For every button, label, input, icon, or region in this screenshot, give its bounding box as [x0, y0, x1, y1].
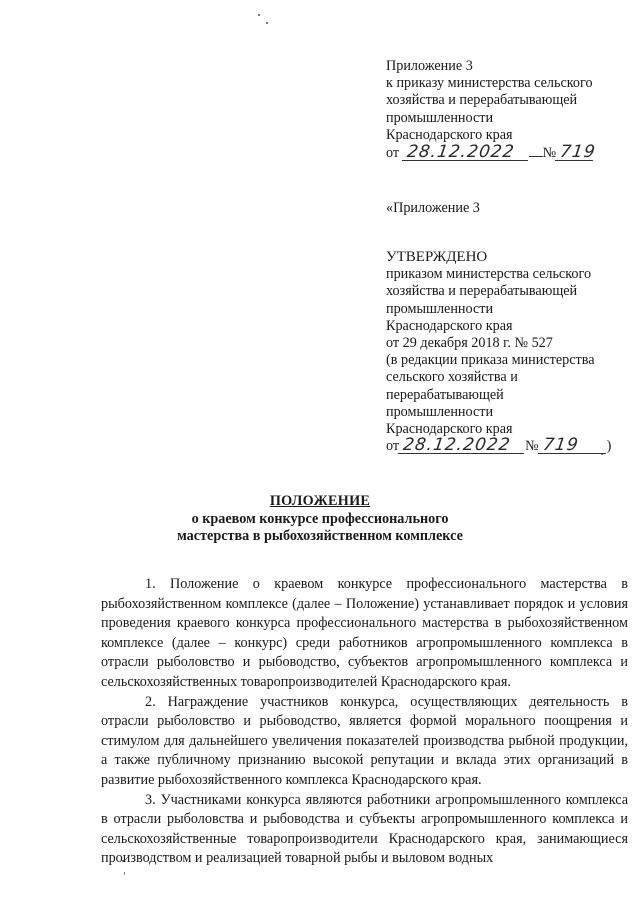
paragraph: 2. Награждение участников конкурса, осуществляющих деятельность в отрасли рыболовство и рыбоводство, является формой морального поощрения и стимулом для дальнейшего увеличения показателей производства рыбной продукции, а также публичному признанию высокой репутации и вклада этих организаций в развитие рыбохозяйственного комплекса Краснодарского края.	[101, 693, 628, 788]
date-prefix: от	[386, 438, 400, 455]
handwritten-date: 28.12.2022	[398, 438, 526, 454]
quoted-attachment-label: «Приложение 3	[386, 200, 480, 216]
document-title	[0, 493, 640, 546]
scan-speck	[124, 872, 125, 875]
attachment-header-line: хозяйства и перерабатывающей	[386, 92, 578, 109]
handwritten-number: 719	[538, 438, 608, 454]
approval-line: (в редакции приказа министерства	[386, 352, 595, 369]
paragraph: 3. Участниками конкурса являются работники агропромышленного комплекса в отрасли рыболовства и рыбоводства и субъекты агропромышленного комплекса и сельскохозяйственные товаропроизводители Краснодарского края, занимающиеся производством и реализацией товарной рыбы и выловом водных	[101, 791, 628, 867]
approval-line: промышленности	[386, 403, 494, 420]
attachment-date-line	[386, 144, 626, 162]
approval-line: промышленности	[386, 300, 494, 317]
document-body	[101, 575, 628, 869]
scan-speck	[258, 14, 260, 16]
approval-line: Краснодарского края	[386, 421, 513, 438]
approval-line: сельского хозяйства и	[386, 369, 518, 386]
attachment-header-line: к приказу министерства сельского	[386, 75, 593, 92]
approval-date-line	[386, 435, 626, 456]
attachment-header-line: Краснодарского края	[386, 126, 513, 143]
date-prefix: от	[386, 145, 400, 162]
approval-heading: УТВЕРЖДЕНО	[386, 249, 488, 265]
attachment-header-line: Приложение 3	[386, 58, 473, 74]
approval-line: Краснодарского края	[386, 317, 513, 334]
title-subline: мастерства в рыбохозяйственном комплексе	[177, 528, 463, 544]
title-subline: о краевом конкурсе профессионального	[191, 510, 449, 527]
approval-block	[386, 249, 626, 455]
approval-line: перерабатывающей	[386, 386, 504, 403]
underline-tail	[529, 144, 543, 157]
scan-speck	[266, 22, 268, 24]
number-prefix: №	[525, 438, 539, 455]
closing-paren: )	[606, 438, 612, 455]
approval-line: от 29 декабря 2018 г. № 527	[386, 335, 553, 352]
paragraph: 1. Положение о краевом конкурсе профессионального мастерства в рыбохозяйственном комплексе (далее – Положение) устанавливает порядок и условия проведения краевого конкурса профессионального мастерства в рыбохозяйственном комплексе (далее – конкурс) среди работников агропромышленного комплекса в отрасли рыболовство и рыбоводство, субъектов агропромышленного комплекса и сельскохозяйственных товаропроизводителей Краснодарского края.	[101, 576, 628, 690]
quoted-attachment	[386, 200, 626, 217]
number-prefix: №	[542, 145, 557, 162]
attachment-header	[386, 58, 626, 162]
attachment-header-line: промышленности	[386, 109, 494, 126]
approval-line: приказом министерства сельского	[386, 266, 592, 283]
approval-line: хозяйства и перерабатывающей	[386, 283, 578, 300]
handwritten-date: 28.12.2022	[402, 145, 530, 161]
handwritten-number: 719	[555, 145, 595, 161]
title-main: ПОЛОЖЕНИЕ	[269, 493, 371, 509]
